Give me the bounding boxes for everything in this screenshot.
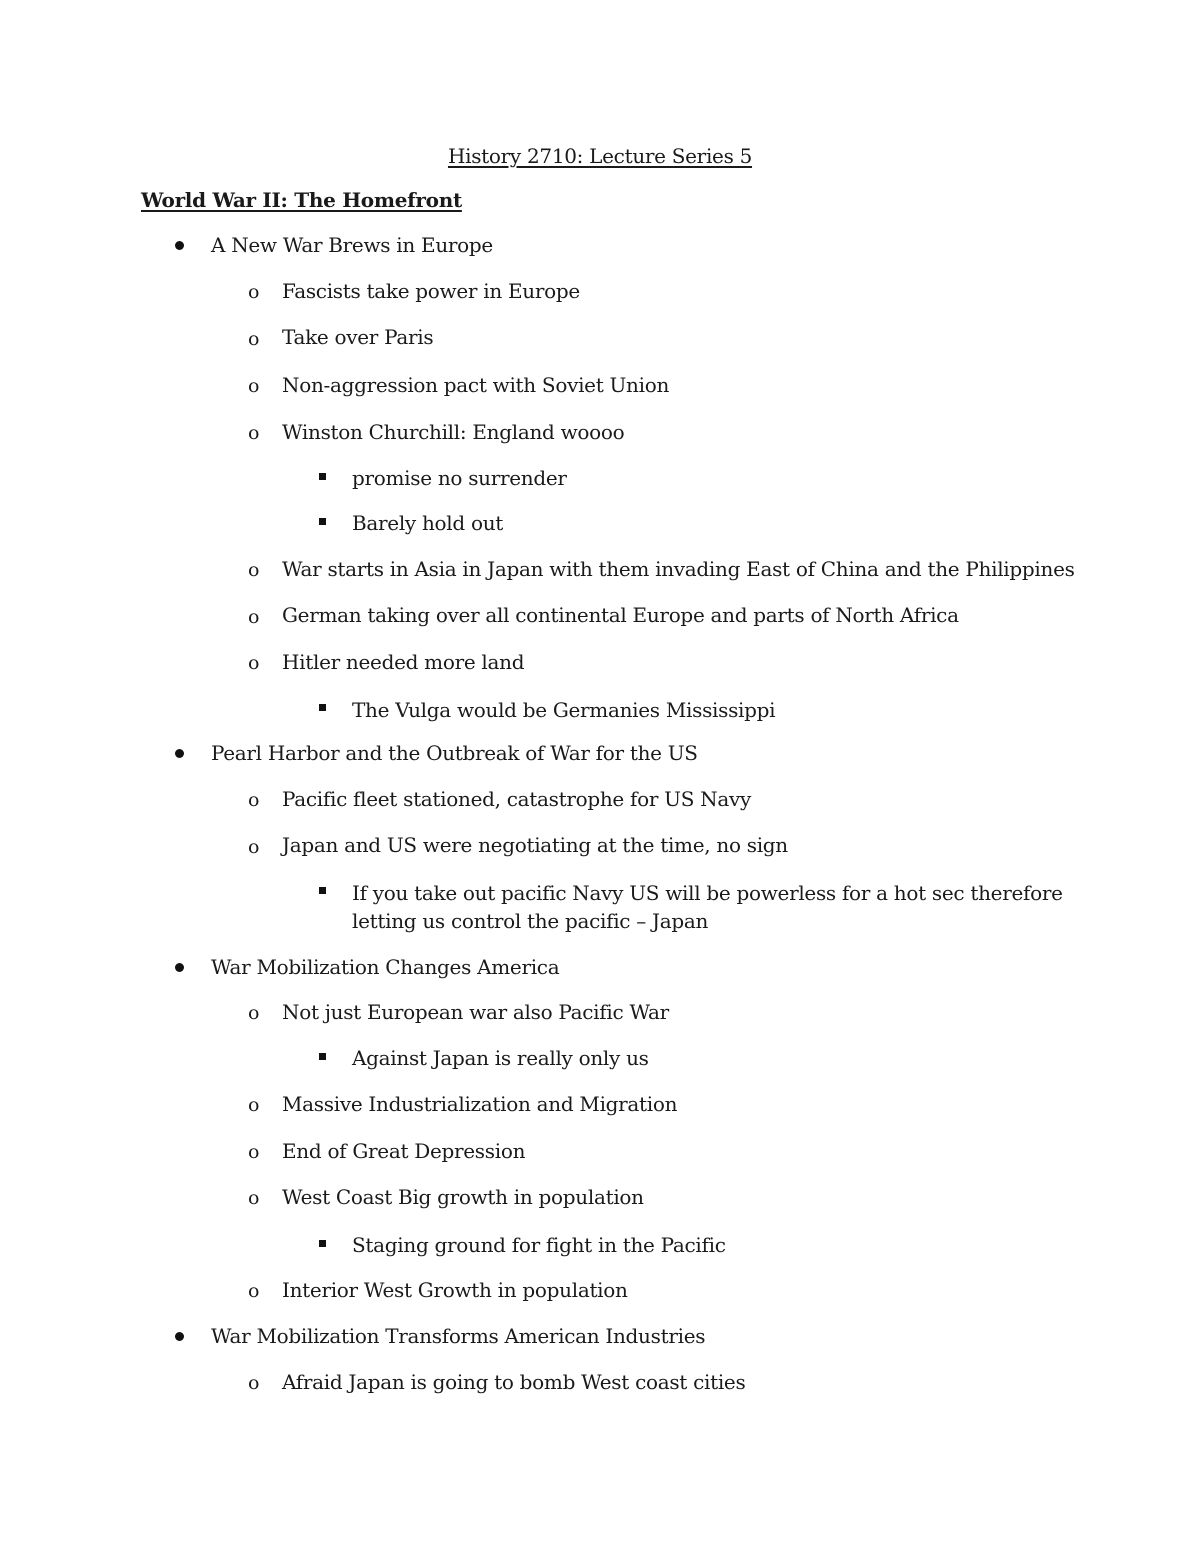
bullet-circle-icon: o — [248, 281, 260, 303]
bullet-circle-icon: o — [248, 652, 260, 674]
bullet-dot-icon — [175, 241, 184, 250]
bullet-circle-icon: o — [248, 422, 260, 444]
list-item: Barely hold out — [352, 511, 504, 535]
list-item: promise no surrender — [352, 466, 567, 490]
bullet-circle-icon: o — [248, 1280, 260, 1302]
list-item: West Coast Big growth in population — [282, 1185, 644, 1209]
bullet-circle-icon: o — [248, 606, 260, 628]
bullet-square-icon — [319, 1240, 326, 1247]
list-item: Massive Industrialization and Migration — [282, 1092, 678, 1116]
bullet-circle-icon: o — [248, 559, 260, 581]
bullet-square-icon — [319, 1053, 326, 1060]
bullet-circle-icon: o — [248, 1094, 260, 1116]
list-item: Hitler needed more land — [282, 650, 525, 674]
list-item: Against Japan is really only us — [352, 1046, 649, 1070]
list-item: German taking over all continental Europe and parts of North Africa — [282, 603, 959, 627]
bullet-circle-icon: o — [248, 375, 260, 397]
bullet-square-icon — [319, 473, 326, 480]
list-item: Not just European war also Pacific War — [282, 1000, 669, 1024]
bullet-dot-icon — [175, 1332, 184, 1341]
bullet-circle-icon: o — [248, 836, 260, 858]
bullet-dot-icon — [175, 749, 184, 758]
bullet-circle-icon: o — [248, 1187, 260, 1209]
list-item: Interior West Growth in population — [282, 1278, 628, 1302]
list-item: The Vulga would be Germanies Mississippi — [352, 698, 776, 722]
list-item: War starts in Asia in Japan with them invading East of China and the Philippines — [282, 557, 1075, 581]
bullet-square-icon — [319, 887, 326, 894]
document-title: History 2710: Lecture Series 5 — [447, 144, 753, 168]
bullet-dot-icon — [175, 963, 184, 972]
bullet-circle-icon: o — [248, 1002, 260, 1024]
list-item: A New War Brews in Europe — [211, 233, 493, 257]
list-item: Fascists take power in Europe — [282, 279, 580, 303]
list-item: End of Great Depression — [282, 1139, 526, 1163]
bullet-circle-icon: o — [248, 1141, 260, 1163]
bullet-square-icon — [319, 704, 326, 711]
list-item-continuation: letting us control the pacific – Japan — [352, 909, 709, 933]
list-item: Pearl Harbor and the Outbreak of War for the US — [211, 741, 698, 765]
list-item: Non-aggression pact with Soviet Union — [282, 373, 670, 397]
list-item: War Mobilization Transforms American Industries — [211, 1324, 706, 1348]
bullet-circle-icon: o — [248, 328, 260, 350]
list-item: Pacific fleet stationed, catastrophe for US Navy — [282, 787, 751, 811]
section-heading: World War II: The Homefront — [141, 188, 462, 212]
list-item: If you take out pacific Navy US will be powerless for a hot sec therefore — [352, 881, 1063, 905]
list-item: Afraid Japan is going to bomb West coast cities — [282, 1370, 746, 1394]
bullet-circle-icon: o — [248, 789, 260, 811]
bullet-square-icon — [319, 518, 326, 525]
list-item: War Mobilization Changes America — [211, 955, 560, 979]
list-item: Winston Churchill: England woooo — [282, 420, 625, 444]
list-item: Staging ground for fight in the Pacific — [352, 1233, 726, 1257]
list-item: Take over Paris — [282, 325, 434, 349]
list-item: Japan and US were negotiating at the time, no sign — [282, 833, 788, 857]
bullet-circle-icon: o — [248, 1372, 260, 1394]
